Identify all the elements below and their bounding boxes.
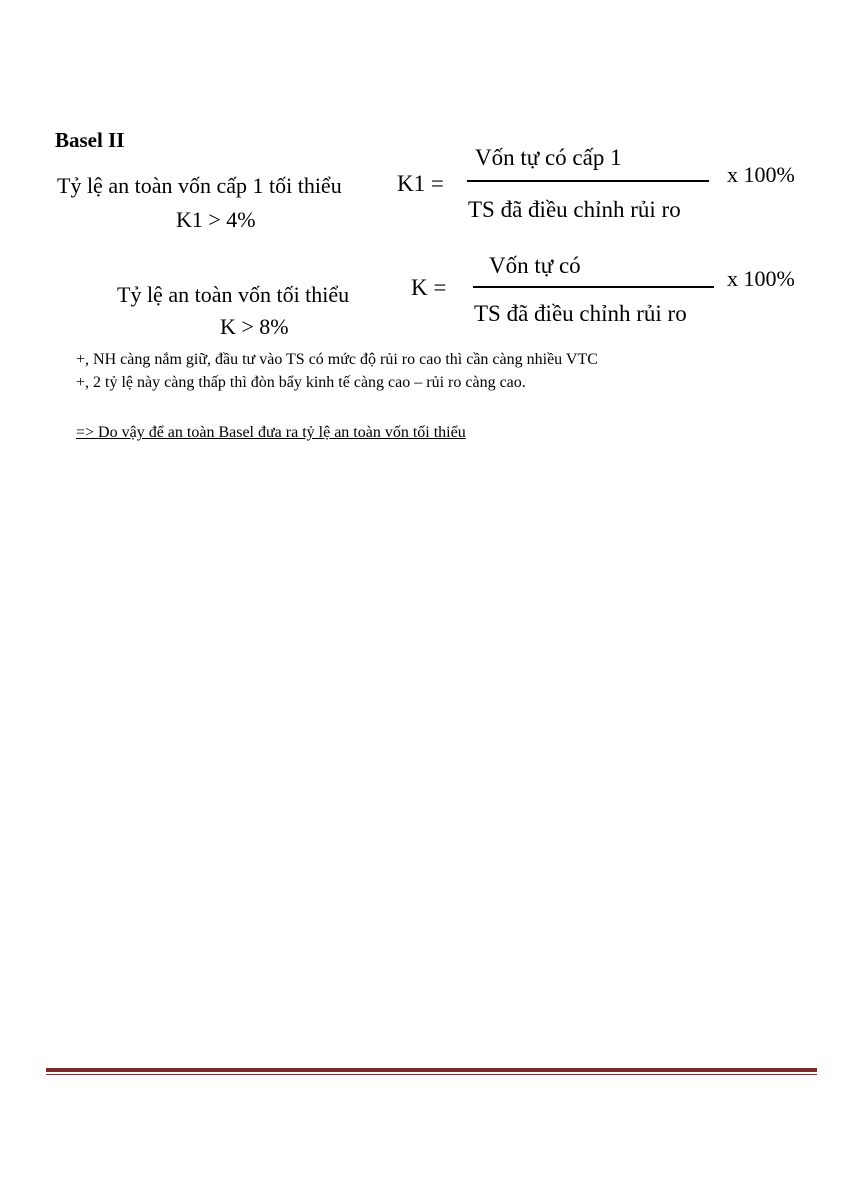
- footer-rule-thick: [46, 1068, 817, 1072]
- footer-rule-thin: [46, 1074, 817, 1075]
- total-fraction-bar: [473, 286, 714, 288]
- section-heading: Basel II: [55, 128, 125, 152]
- total-formula-lhs: K =: [411, 275, 447, 300]
- tier1-ratio-label: Tỷ lệ an toàn vốn cấp 1 tối thiểu: [57, 173, 342, 198]
- conclusion-line: => Do vậy để an toàn Basel đưa ra tỷ lệ an toàn vốn tối thiểu: [76, 424, 466, 441]
- total-formula-denominator: TS đã điều chỉnh rủi ro: [474, 301, 687, 326]
- tier1-formula-multiplier: x 100%: [727, 162, 795, 187]
- tier1-formula-denominator: TS đã điều chỉnh rủi ro: [468, 197, 681, 222]
- total-ratio-label: Tỷ lệ an toàn vốn tối thiểu: [117, 282, 350, 307]
- note-line-2: +, 2 tỷ lệ này càng thấp thì đòn bẩy kinh tế càng cao – rủi ro càng cao.: [76, 374, 526, 391]
- tier1-formula-numerator: Vốn tự có cấp 1: [475, 145, 622, 170]
- tier1-fraction-bar: [467, 180, 709, 182]
- total-ratio-condition: K > 8%: [220, 314, 289, 339]
- total-formula-multiplier: x 100%: [727, 266, 795, 291]
- total-formula-numerator: Vốn tự có: [489, 253, 581, 278]
- note-line-1: +, NH càng nắm giữ, đầu tư vào TS có mức độ rủi ro cao thì cần càng nhiều VTC: [76, 351, 598, 368]
- tier1-ratio-condition: K1 > 4%: [176, 207, 256, 232]
- tier1-formula-lhs: K1 =: [397, 171, 444, 196]
